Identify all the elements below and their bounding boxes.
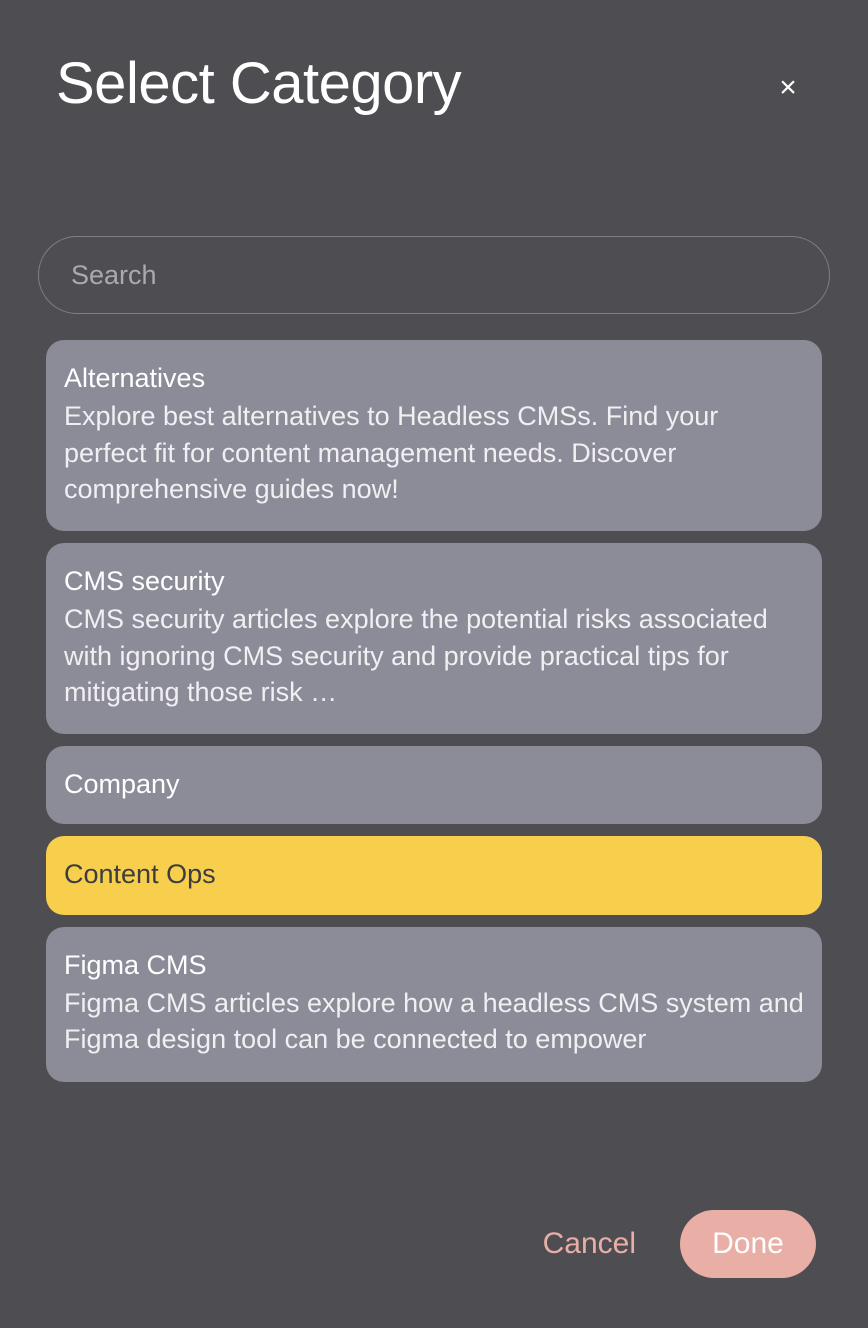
list-item[interactable] xyxy=(46,543,822,734)
search-container xyxy=(0,160,868,314)
option-description: CMS security articles explore the potential risks associated with ignoring CMS security and provide practical tips for mitigating those risk … xyxy=(64,604,768,707)
page-title: Select Category xyxy=(56,51,462,116)
list-item-selected[interactable] xyxy=(46,836,822,914)
list-item[interactable] xyxy=(46,746,822,824)
list-item[interactable] xyxy=(46,340,822,531)
category-list[interactable] xyxy=(0,340,868,1160)
list-item[interactable] xyxy=(46,927,822,1082)
option-title: CMS security xyxy=(64,565,225,596)
modal-footer xyxy=(0,1160,868,1328)
close-icon[interactable]: × xyxy=(768,68,808,108)
search-input[interactable] xyxy=(38,236,830,314)
cancel-button[interactable]: Cancel xyxy=(537,1217,642,1271)
option-title: Company xyxy=(64,768,180,799)
modal-header xyxy=(0,0,868,160)
option-description: Explore best alternatives to Headless CMSs. Find your perfect fit for content management needs. Discover comprehensive guides now! xyxy=(64,401,719,504)
option-title: Figma CMS xyxy=(64,949,207,980)
option-title: Content Ops xyxy=(64,859,216,890)
option-title: Alternatives xyxy=(64,363,206,393)
done-button[interactable]: Done xyxy=(680,1210,816,1278)
option-description: Figma CMS articles explore how a headless CMS system and Figma design tool can be connected to empower xyxy=(64,988,804,1055)
